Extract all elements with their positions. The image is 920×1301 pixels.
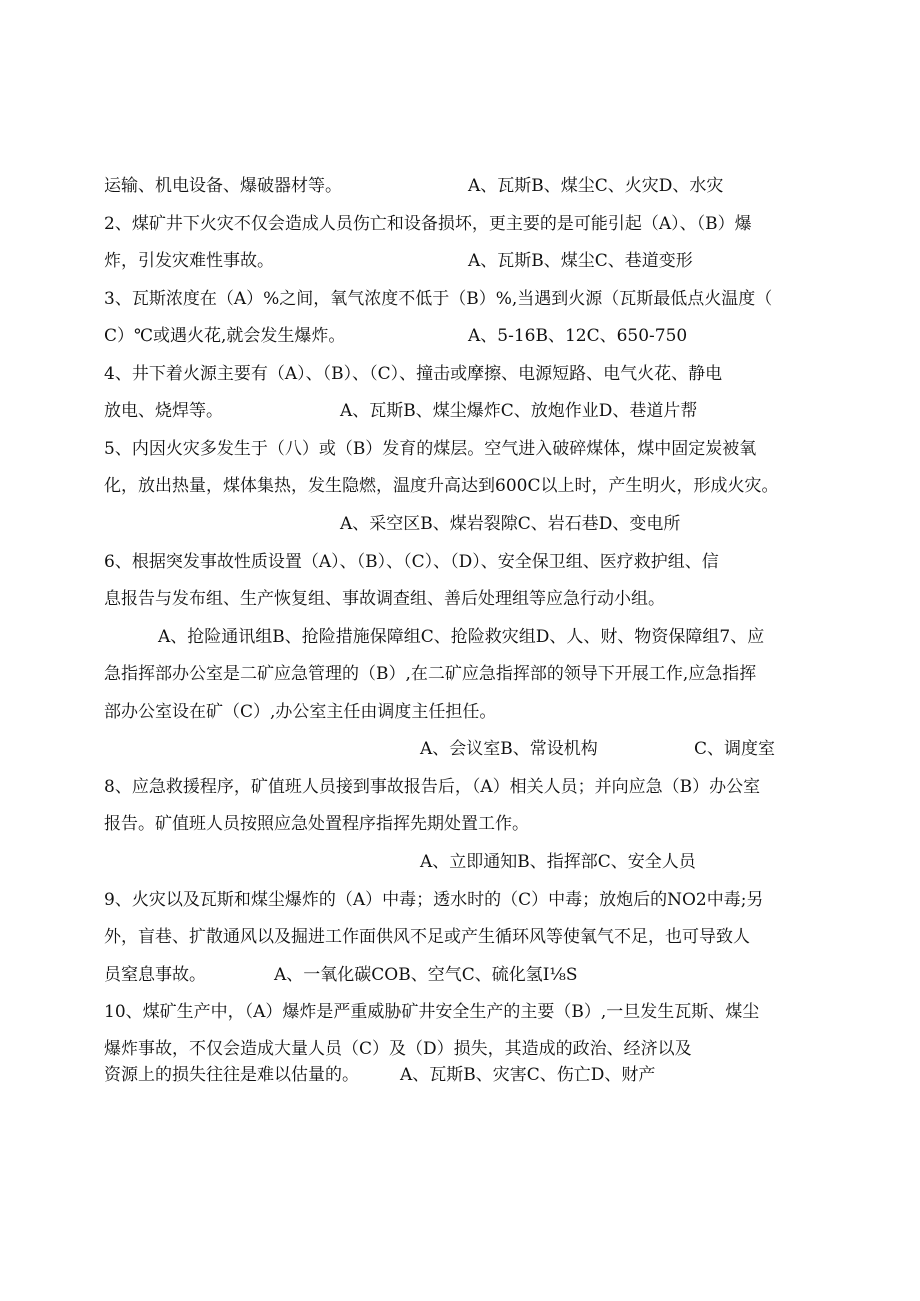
answer-options: A、采空区B、煤岩裂隙C、岩石巷D、变电所: [340, 514, 681, 534]
text-line: [104, 1063, 656, 1087]
text-line: [104, 362, 723, 386]
text-line: [104, 925, 750, 949]
text-line: [104, 212, 752, 236]
text-line: [104, 174, 724, 198]
text-line: [104, 399, 698, 423]
text-segment: 3、瓦斯浓度在（A）%之间，氧气浓度不低于（B）%,当遇到火源（瓦斯最低点火温度（: [104, 289, 773, 309]
text-segment: 2、煤矿井下火灾不仅会造成人员伤亡和设备损坏，更主要的是可能引起（A）、（B）爆: [104, 214, 752, 234]
text-segment: 爆炸事故，不仅会造成大量人员（C）及（D）损失，其造成的政治、经济以及: [104, 1039, 692, 1059]
answer-options: A、会议室B、常设机构: [420, 739, 598, 759]
text-segment: 10、煤矿生产中，（A）爆炸是严重威胁矿井安全生产的主要（B）,一旦发生瓦斯、煤尘: [104, 1002, 760, 1022]
text-segment: 运输、机电设备、爆破器材等。: [104, 176, 342, 196]
text-line: [104, 550, 719, 574]
text-segment: 放电、烧焊等。: [104, 401, 223, 421]
text-line: [104, 850, 696, 874]
text-segment: 外，盲巷、扩散通风以及掘进工作面供风不足或产生循环风等使氧气不足，也可导致人: [104, 927, 750, 947]
text-segment: 息报告与发布组、生产恢复组、事故调查组、善后处理组等应急行动小组。: [104, 589, 665, 609]
text-line: [104, 474, 779, 498]
answer-options: A、瓦斯B、煤尘爆炸C、放炮作业D、巷道片帮: [340, 401, 698, 421]
text-line: [104, 888, 764, 912]
text-line: [104, 249, 693, 273]
text-segment: 化，放出热量，煤体集热，发生隐燃，温度升高达到600C以上时，产生明火，形成火灾。: [104, 476, 779, 496]
text-line: [104, 700, 497, 724]
text-segment: 报告。矿值班人员按照应急处置程序指挥先期处置工作。: [104, 814, 529, 834]
text-segment: 炸，引发灾难性事故。: [104, 251, 274, 271]
answer-options: C、调度室: [694, 739, 776, 759]
text-segment: A、抢险通讯组B、抢险措施保障组C、抢险救灾组D、人、财、物资保障组7、应: [158, 627, 765, 647]
answer-options: A、立即通知B、指挥部C、安全人员: [420, 852, 696, 872]
answer-options: A、瓦斯B、煤尘C、巷道变形: [468, 251, 693, 271]
answer-options: A、5-16B、12C、650-750: [468, 326, 688, 346]
text-segment: 部办公室设在矿（C）,办公室主任由调度主任担任。: [104, 702, 497, 722]
text-segment: 急指挥部办公室是二矿应急管理的（B）,在二矿应急指挥部的领导下开展工作,应急指挥: [104, 664, 757, 684]
text-line: [104, 775, 761, 799]
text-line: [104, 1000, 760, 1024]
text-line: [104, 324, 688, 348]
text-line: [104, 625, 765, 649]
answer-options: A、一氧化碳COB、空气C、硫化氢I⅛S: [274, 965, 578, 985]
text-segment: 4、井下着火源主要有（A）、（B）、（C）、撞击或摩擦、电源短路、电气火花、静电: [104, 364, 723, 384]
text-line: [104, 512, 681, 536]
text-line: [104, 963, 578, 987]
text-line: [104, 662, 757, 686]
text-segment: C）℃或遇火花,就会发生爆炸。: [104, 326, 346, 346]
text-line: [104, 437, 757, 461]
text-segment: 资源上的损失往往是难以估量的。: [104, 1065, 359, 1085]
text-line: [104, 287, 773, 311]
text-segment: 9、火灾以及瓦斯和煤尘爆炸的（A）中毒；透水时的（C）中毒；放炮后的NO2中毒;另: [104, 890, 764, 910]
answer-options: A、瓦斯B、灾害C、伤亡D、财产: [400, 1065, 656, 1085]
text-segment: 6、根据突发事故性质设置（A）、（B）、（C）、（D）、安全保卫组、医疗救护组、信: [104, 552, 719, 572]
text-line: [104, 1037, 692, 1061]
text-segment: 员窒息事故。: [104, 965, 206, 985]
text-line: [104, 737, 776, 761]
text-segment: 8、应急救援程序，矿值班人员接到事故报告后，（A）相关人员；并向应急（B）办公室: [104, 777, 761, 797]
text-line: [104, 587, 665, 611]
answer-options: A、瓦斯B、煤尘C、火灾D、水灾: [468, 176, 724, 196]
text-segment: 5、内因火灾多发生于（八）或（B）发育的煤层。空气进入破碎煤体，煤中固定炭被氧: [104, 439, 757, 459]
text-line: [104, 812, 529, 836]
